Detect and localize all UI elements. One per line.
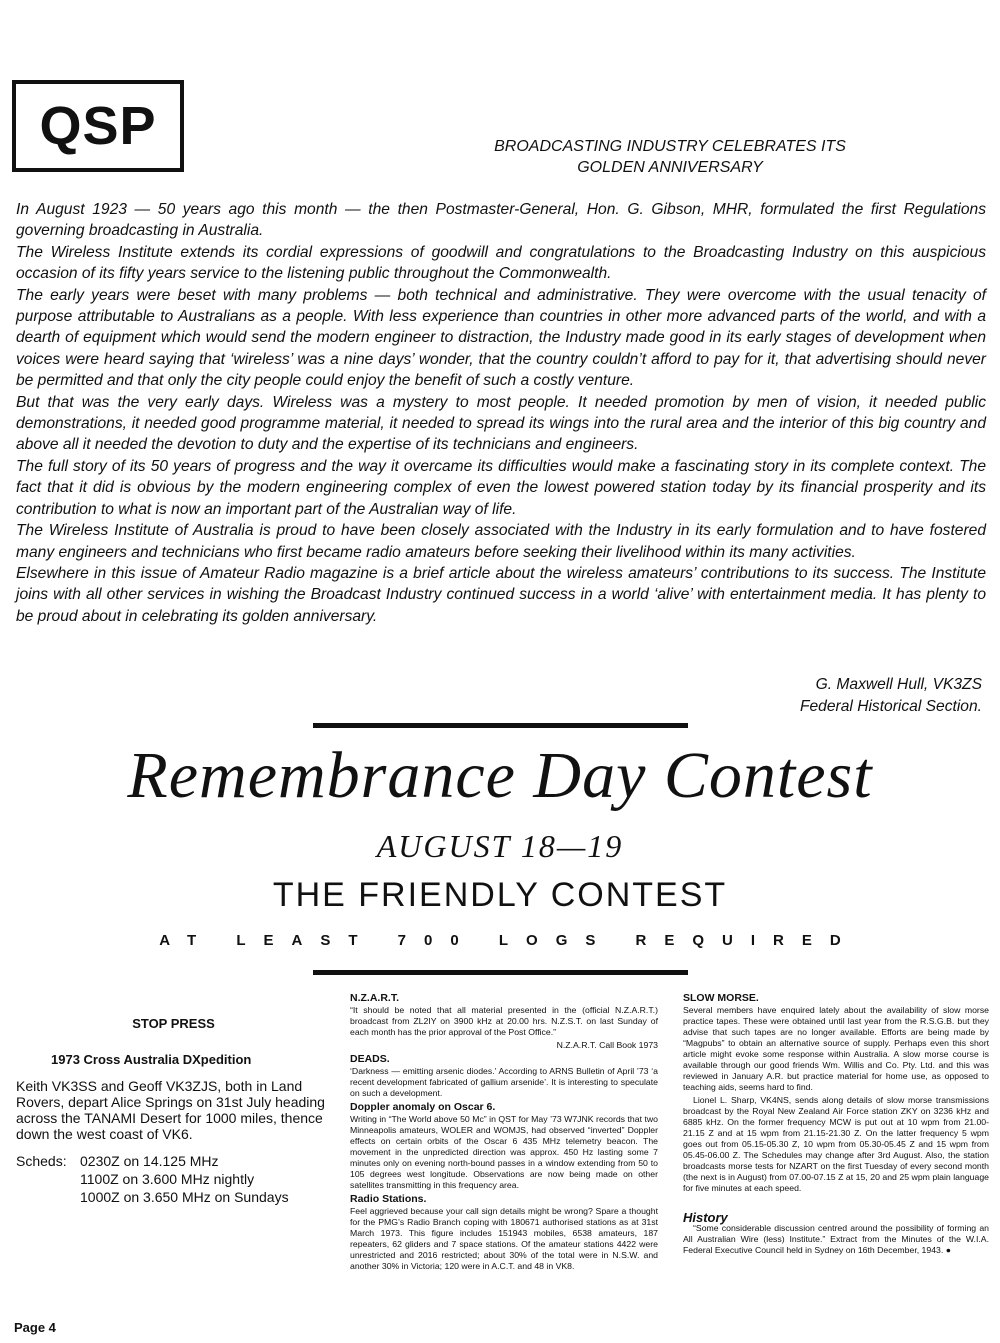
signature-title: Federal Historical Section. <box>799 698 982 715</box>
article-paragraph: In August 1923 — 50 years ago this month — the then Postmaster-General, Hon. G. Gibson, MHR, formulated the first Regulations governing broadcasting in Australia. <box>16 201 986 240</box>
divider-top <box>313 723 688 728</box>
schedule-entry: 1000Z on 3.650 MHz on Sundays <box>80 1189 289 1205</box>
schedule-row <box>16 1170 331 1188</box>
news-column-right <box>683 992 989 1258</box>
qsp-logo <box>12 80 184 172</box>
schedules-label: Scheds: <box>16 1153 67 1169</box>
article-signature <box>800 674 982 718</box>
slow-morse-body-2: Lionel L. Sharp, VK4NS, sends along details of slow morse transmissions broadcast by the Royal New Zealand Air Force station ZKY on 3236 kHz and 6885 kHz. On the former frequency MCW is put out at 10 wpm from 21.00-21.15 Z and at 15 wpm from 21.15-21.30 Z. On the latter frequency 5 wpm goes out from 05.15-05.30 Z, 10 wpm from 05.30-05.45 Z and 15 wpm from 05.45-06.00 Z. The Schedules may change after 3rd August. Also, the station broadcasts morse tests for NZART on the first Tuesday of every second month (the next is in August) from 07.00-07.15 Z at 15, 20 and 25 wpm plain language for five minutes at each speed. <box>683 1095 989 1193</box>
divider-bottom <box>313 970 688 975</box>
doppler-body: Writing in “The World above 50 Mc” in QST for May ’73 W7JNK records that two Minneapolis amateurs, WOLER and WOMJS, had observed “inverted” Doppler effects on certain orbits of the Oscar 6 435 MHz telemetry beacon. The movement in the unpredicted direction was approx. 450 Hz lasting some 7 minutes only on evening north-bound passes in a window extending from 50 to 105 degrees west longitude. Observations are now being made on other satellites transmitting in this frequency area. <box>350 1114 658 1190</box>
deads-body: ‘Darkness — emitting arsenic diodes.’ According to ARNS Bulletin of April ’73 ‘a recent development fabricated of gallium arsenide’. It is interesting to speculate on such a development. <box>350 1066 658 1098</box>
nzart-heading: N.Z.A.R.T. <box>350 992 399 1004</box>
contest-title: Remembrance Day Contest <box>127 739 873 812</box>
radio-stations-body: Feel aggrieved because your call sign details might be wrong? Spare a thought for the PMG’s Radio Branch coping with 180671 authorised stations as at 31st March 1973. This figure includes 151943 mobiles, 6538 amateurs, 187 repeaters, 62 gliders and 7 space stations. Of the amateur stations 4422 were unrestricted and 2016 restricted; about 30% of the total were in N.S.W. and another 30% in Victoria; 120 were in A.C.T. and 48 in VK8. <box>350 1206 658 1271</box>
schedule-entry: 1100Z on 3.600 MHz nightly <box>80 1171 255 1187</box>
page-number: Page 4 <box>14 1320 56 1335</box>
schedule-row <box>16 1188 331 1206</box>
slow-morse-body: Several members have enquired lately about the availability of slow morse practice tapes. These were obtained until last year from the R.S.G.B. but they advise that such tapes are no longer available. Efforts are being made by “Magpubs” to obtain an alternative source of supply. Perhaps even this short article might evoke some response within Australia. A slow morse course is available through our good friends Wm. Willis and Co. Pty. Ltd. and this was reviewed in January A.R. but practice material for home use, as opposed to teaching aids, seems hard to find. <box>683 1005 989 1092</box>
article-paragraph: Elsewhere in this issue of Amateur Radio magazine is a brief article about the wireless amateurs’ contributions to its success. The Institute joins with all other services in wishing the Broadcast Industry continued success in a world ‘alive’ with entertainment media. It has plenty to be proud about in celebrating its golden anniversary. <box>16 564 986 625</box>
article-paragraph: The Wireless Institute extends its cordial expressions of goodwill and congratulations to the Broadcasting Industry on this auspicious occasion of its fifty years service to the listening public throughout the Commonwealth. <box>16 243 986 283</box>
headline-line-2: GOLDEN ANNIVERSARY <box>577 159 763 176</box>
deads-heading: DEADS. <box>350 1053 390 1065</box>
radio-stations-heading: Radio Stations. <box>350 1193 427 1205</box>
nzart-source: N.Z.A.R.T. Call Book 1973 <box>556 1040 658 1050</box>
article-paragraph: The Wireless Institute of Australia is proud to have been closely associated with the Industry in its early formulation and to have fostered many engineers and technicians who first became radio amateurs before seeking their livelihood within its many activities. <box>16 522 986 561</box>
doppler-heading: Doppler anomaly on Oscar 6. <box>350 1101 496 1113</box>
history-body: “Some considerable discussion centred around the possibility of forming an All Australian Wire (less) Institute.” Extract from the Minutes of the W.I.A. Federal Executive Council held in Sydney on 16th December, 1943. ● <box>683 1223 989 1255</box>
slow-morse-heading: SLOW MORSE. <box>683 992 759 1004</box>
schedule-entry: 0230Z on 14.125 MHz <box>80 1153 219 1169</box>
nzart-body: “It should be noted that all material presented in the (official N.Z.A.R.T.) broadcast from ZL2IY on 3900 kHz at 20.00 hrs. N.Z.S.T. on last Sunday of each month has the prior approval of the Post Office.” <box>350 1005 658 1037</box>
stop-press-heading: STOP PRESS <box>132 1016 215 1031</box>
article-paragraph: The full story of its 50 years of progress and the way it overcame its difficulties would make a fascinating story in its complete context. The fact that it did is obvious by the modern engineering complex of even the lowest powered station today by its financial prosperity and its contribution to what is now an important part of the Australian way of life. <box>16 457 986 518</box>
news-column-middle <box>350 992 658 1274</box>
headline-line-1: BROADCASTING INDUSTRY CELEBRATES ITS <box>494 138 846 155</box>
article-headline <box>400 136 940 178</box>
dxpedition-body: Keith VK3SS and Geoff VK3ZJS, both in Land Rovers, depart Alice Springs on 31st July heading across the TANAMI Desert for 1000 miles, thence down the west coast of VK6. <box>16 1078 325 1142</box>
article-paragraph: But that was the very early days. Wireless was a mystery to most people. It needed promotion by men of vision, it needed public demonstrations, it needed good programme material, it needed to spread its wings into the rural area and the interior of this big country and above all it needed the devotion to duty and the expertise of its technicians and engineers. <box>16 393 986 454</box>
contest-logs: AT LEAST 700 LOGS REQUIRED <box>159 932 859 949</box>
contest-subtitle: THE FRIENDLY CONTEST <box>272 876 728 914</box>
schedule-row <box>16 1152 331 1170</box>
qsp-logo-text: QSP <box>39 96 157 156</box>
contest-date: AUGUST 18—19 <box>376 828 624 864</box>
schedules <box>16 1152 331 1206</box>
dxpedition-title: 1973 Cross Australia DXpedition <box>51 1052 252 1067</box>
article-paragraph: The early years were beset with many problems — both technical and administrative. They were overcome with the usual tenacity of purpose attributable to Australians as a people. With less experience than countries in other more advanced parts of the world, and with a dearth of equipment which would send the modern engineer to distraction, the Industry made good in its early stages of development when voices were heard saying that ‘wireless’ was a nine days’ wonder, that the country couldn’t afford to pay for it, that advertising should never be permitted and that only the city people could enjoy the benefit of such a costly venture. <box>16 286 986 390</box>
stop-press-column <box>16 1016 331 1206</box>
article-body <box>16 199 986 627</box>
history-heading: History <box>683 1210 728 1225</box>
signature-name: G. Maxwell Hull, VK3ZS <box>815 676 982 693</box>
